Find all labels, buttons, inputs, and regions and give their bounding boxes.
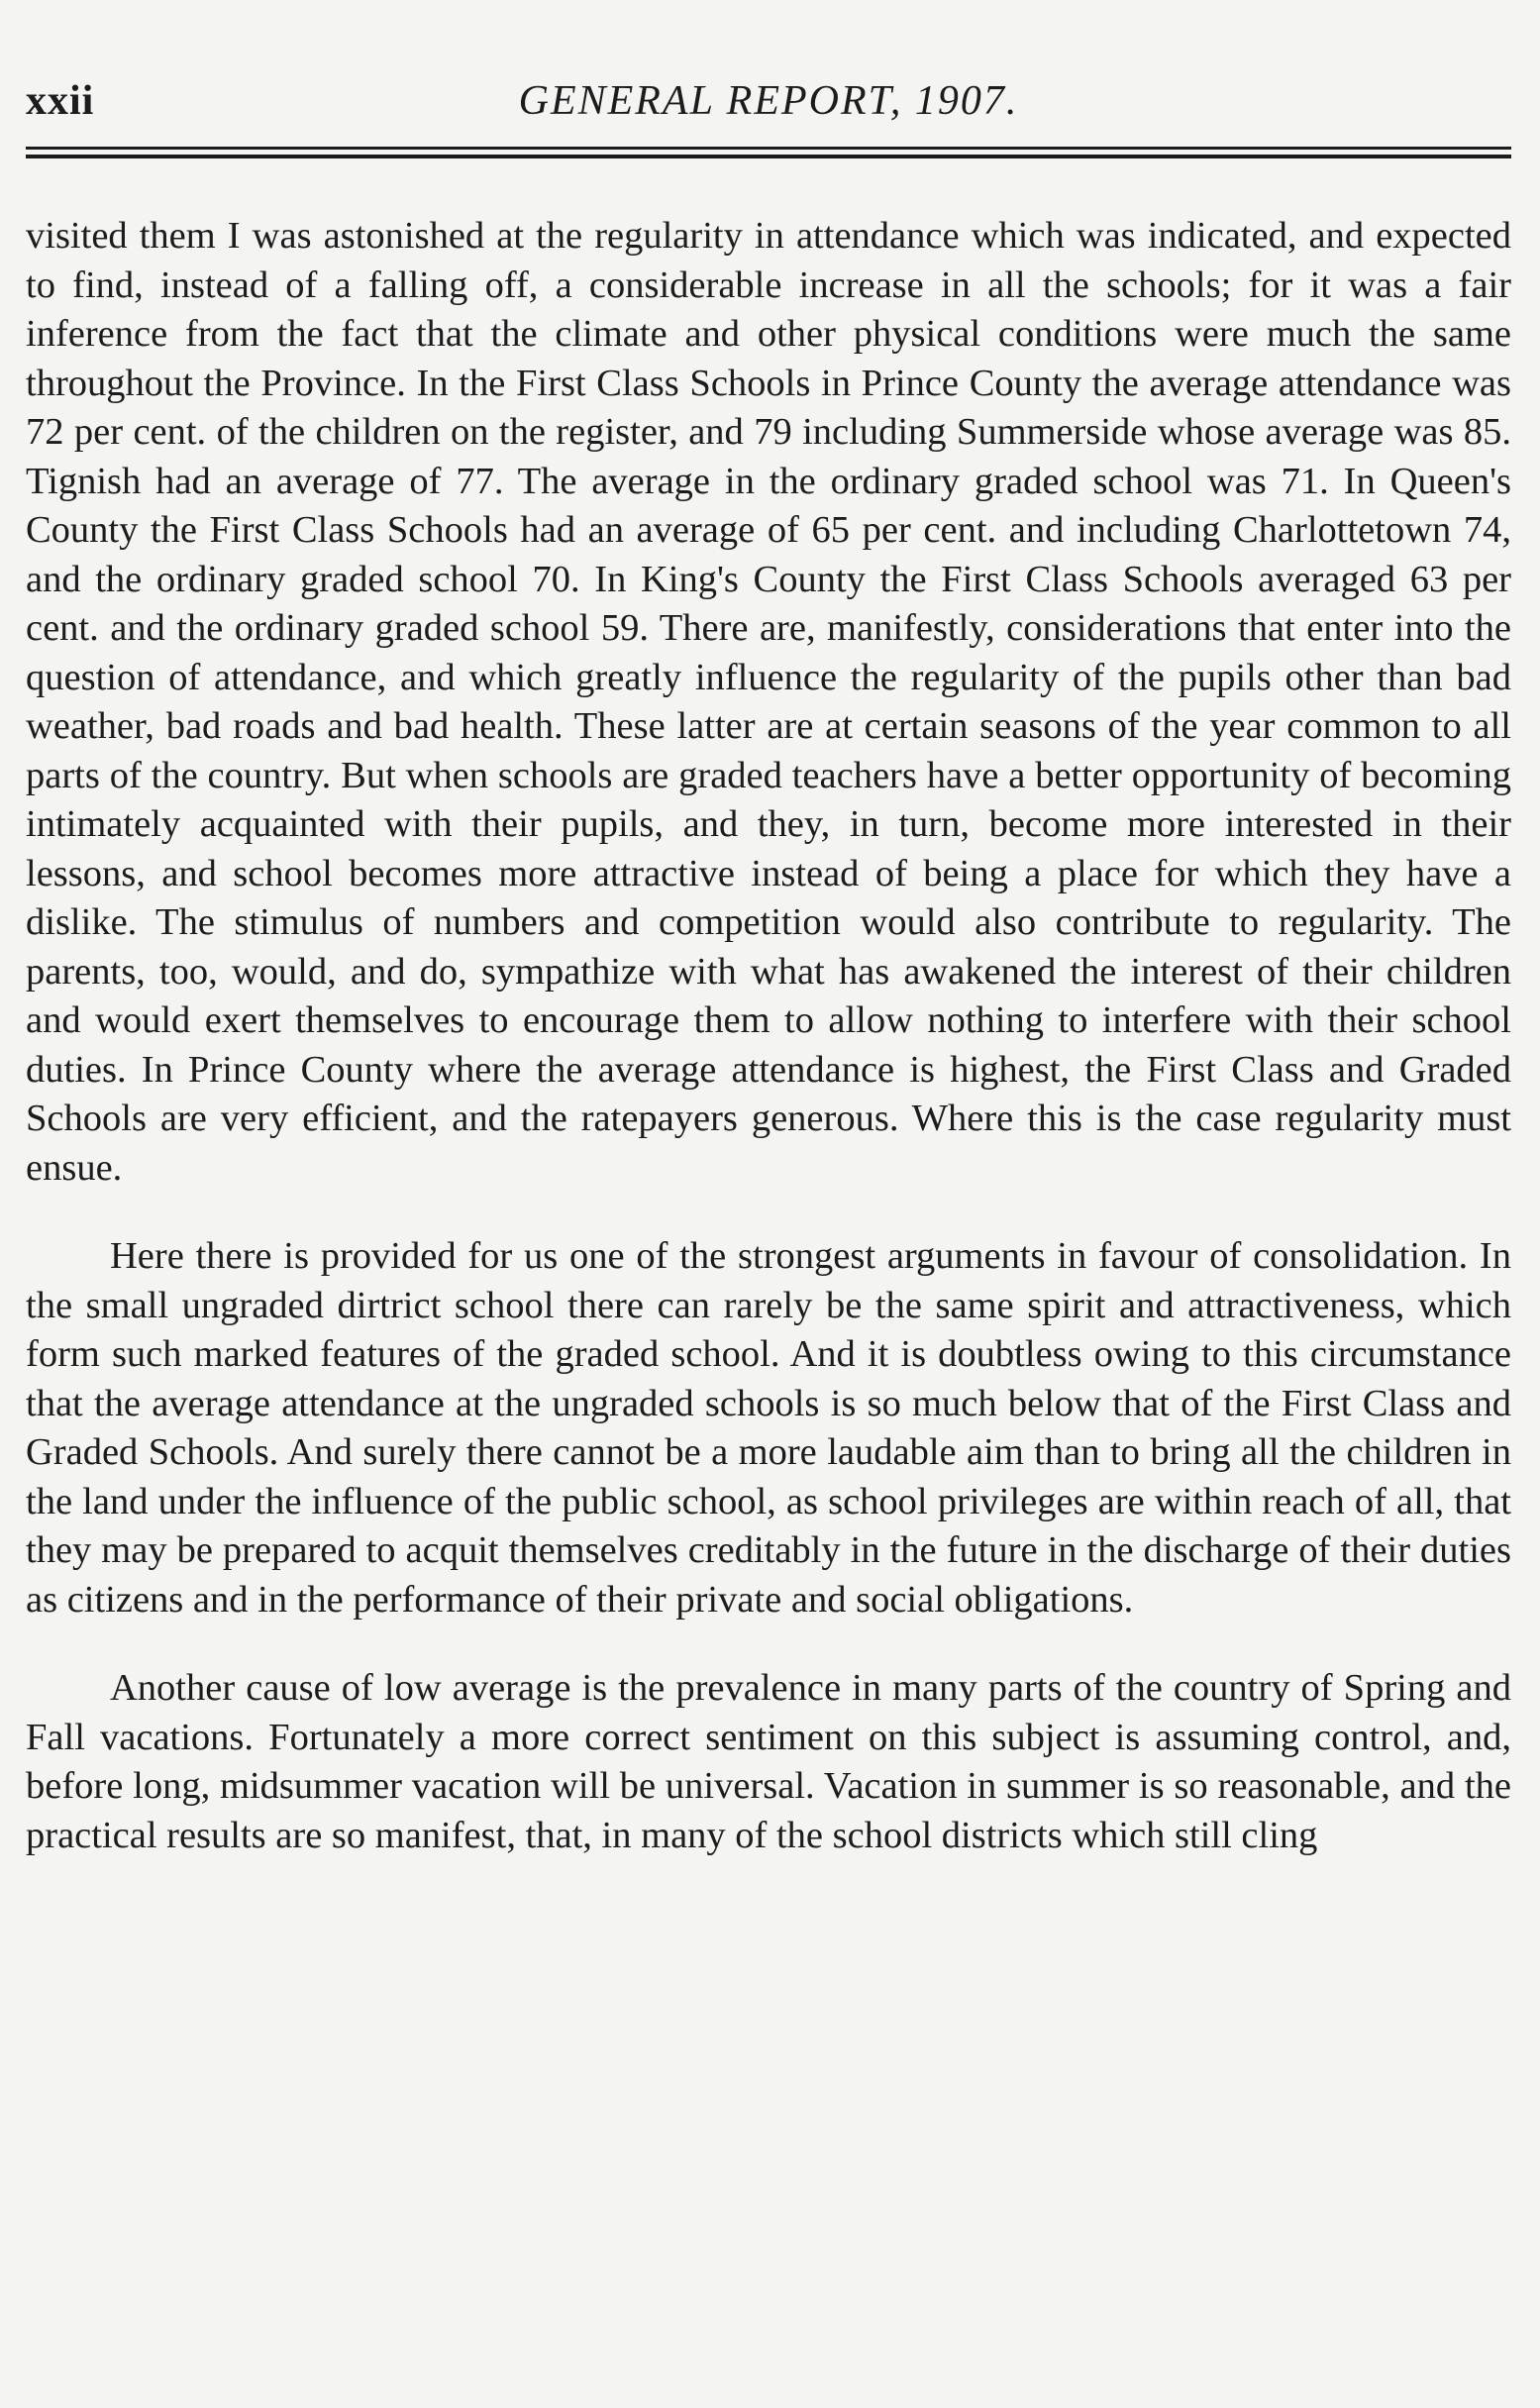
header-rule-thin — [26, 147, 1511, 150]
paragraph-3: Another cause of low average is the prevalence in many parts of the country of Spring and Fall vacations. Fortunately a more correct sentiment on this subject is assuming control, and, before long, midsummer vacation will be universal. Vacation in summer is so reasonable, and the practical results are so manifest, that, in many of the school districts which still cling — [26, 1667, 1511, 1856]
header-double-rule — [26, 147, 1511, 160]
header-rule-thick — [26, 155, 1511, 158]
page-header — [26, 77, 1511, 137]
page-number: xxii — [26, 78, 95, 124]
running-title: GENERAL REPORT, 1907. — [518, 78, 1019, 124]
body-text — [26, 212, 1511, 1860]
paragraph-2: Here there is provided for us one of the strongest arguments in favour of consolidation. In the small ungraded dirtrict school there can rarely be the same spirit and attractiveness, which form such marked features of the graded school. And it is doubtless owing to this circumstance that the average attendance at the ungraded schools is so much below that of the First Class and Graded Schools. And surely there cannot be a more laudable aim than to bring all the children in the land under the influence of the public school, as school privileges are within reach of all, that they may be prepared to acquit themselves creditably in the future in the discharge of their duties as citizens and in the performance of their private and social obligations. — [26, 1235, 1511, 1621]
document-page — [26, 0, 1511, 2408]
paragraph-1: visited them I was astonished at the regularity in attendance which was indicated, and expected to find, instead of a falling off, a considerable increase in all the schools; for it was a fair inference from the fact that the climate and other physical conditions were much the same throughout the Province. In the First Class Schools in Prince County the average attendance was 72 per cent. of the children on the register, and 79 including Summerside whose average was 85. Tignish had an average of 77. The average in the ordinary graded school was 71. In Queen's County the First Class Schools had an average of 65 per cent. and including Charlottetown 74, and the ordinary graded school 70. In King's County the First Class Schools averaged 63 per cent. and the ordinary graded school 59. There are, manifestly, considerations that enter into the question of attendance, and which greatly influence the regularity of the pupils other than bad weather, bad roads and bad health. These latter are at certain seasons of the year common to all parts of the country. But when schools are graded teachers have a better opportunity of becoming intimately acquainted with their pupils, and they, in turn, become more interested in their lessons, and school becomes more attractive instead of being a place for which they have a dislike. The stimulus of numbers and competition would also contribute to regularity. The parents, too, would, and do, sympathize with what has awakened the interest of their children and would exert themselves to encourage them to allow nothing to interfere with their school duties. In Prince County where the average attendance is highest, the First Class and Graded Schools are very efficient, and the ratepayers generous. Where this is the case regularity must ensue. — [26, 215, 1511, 1189]
